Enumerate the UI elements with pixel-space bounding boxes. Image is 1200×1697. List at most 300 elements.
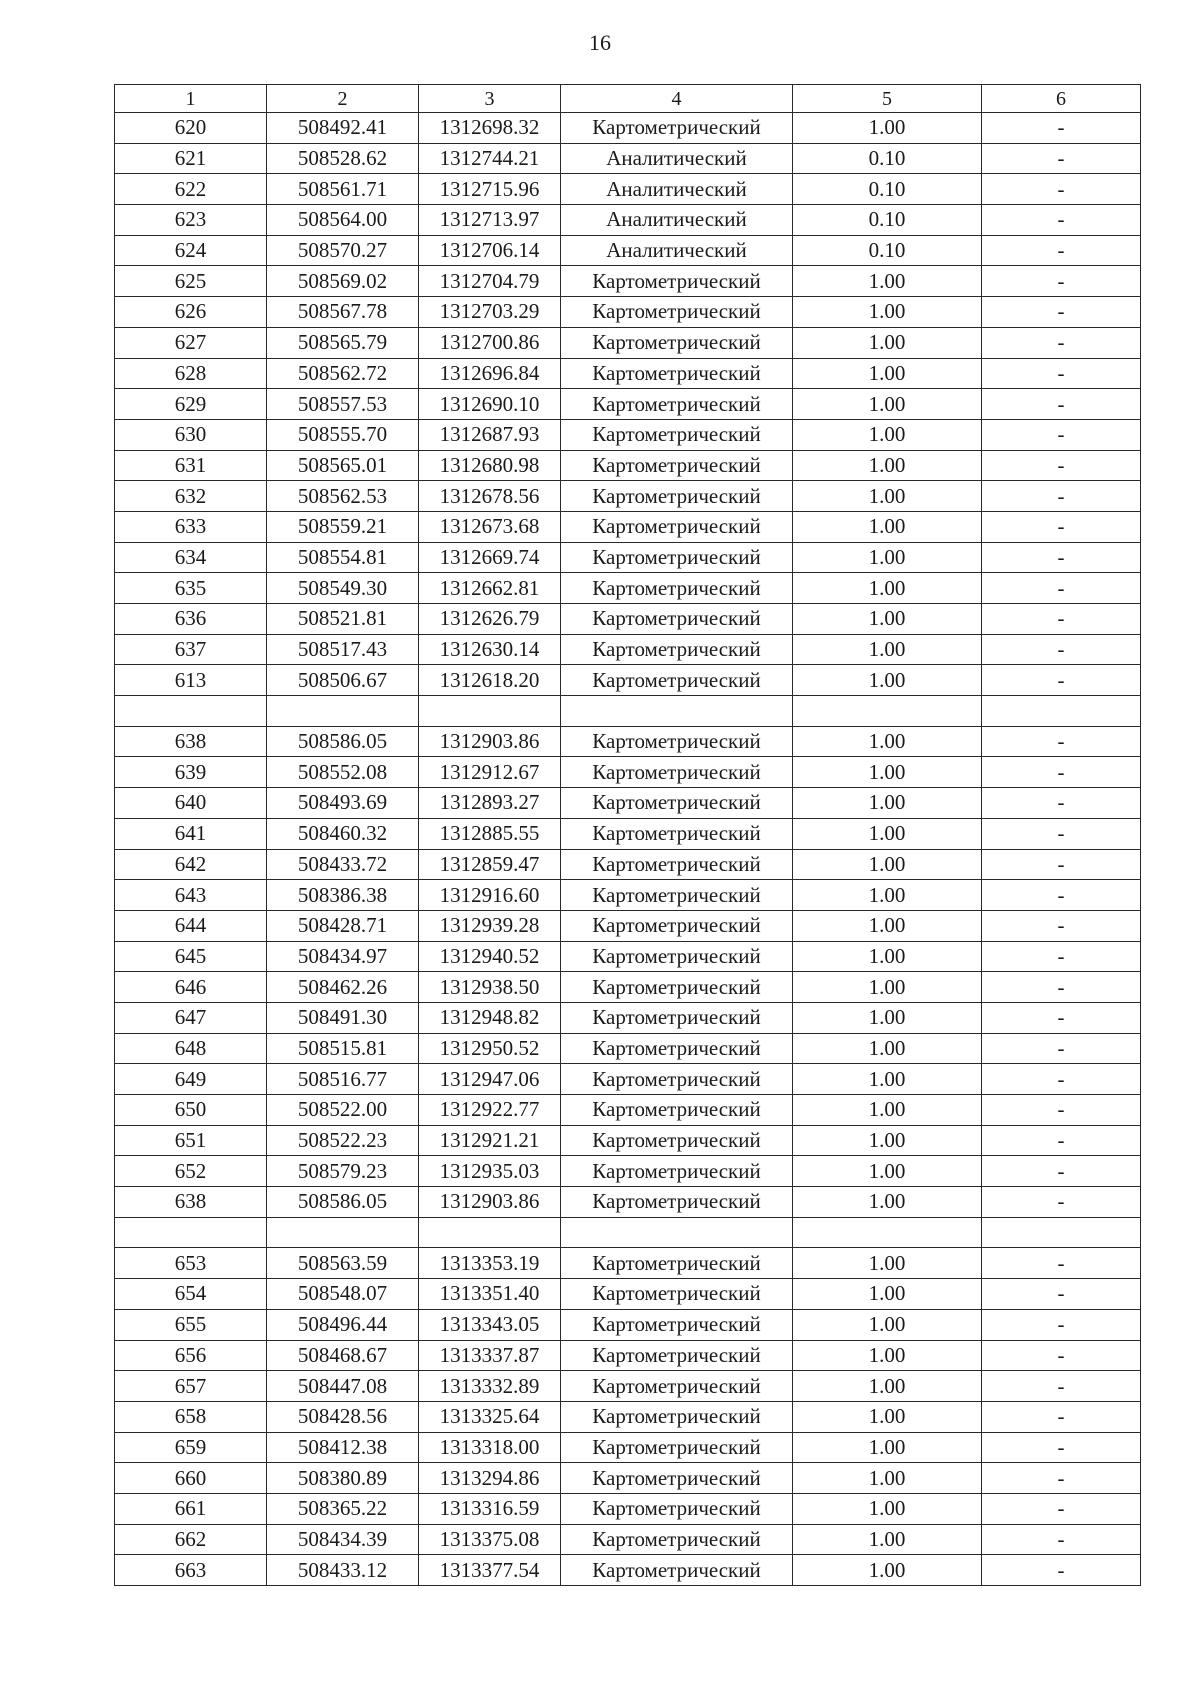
- y-coordinate-cell: 1312687.93: [419, 419, 561, 450]
- point-number-cell: 639: [115, 757, 267, 788]
- y-coordinate-cell: 1312939.28: [419, 910, 561, 941]
- table-row: [115, 1187, 1141, 1218]
- method-cell: [561, 1217, 793, 1248]
- accuracy-cell: 1.00: [793, 297, 982, 328]
- point-number-cell: 638: [115, 726, 267, 757]
- x-coordinate-cell: 508365.22: [267, 1493, 419, 1524]
- y-coordinate-cell: 1312938.50: [419, 972, 561, 1003]
- note-cell: -: [982, 419, 1141, 450]
- table-row: [115, 1095, 1141, 1126]
- table-row: [115, 174, 1141, 205]
- x-coordinate-cell: 508434.97: [267, 941, 419, 972]
- accuracy-cell: 0.10: [793, 143, 982, 174]
- x-coordinate-cell: 508562.72: [267, 358, 419, 389]
- table-row: [115, 1064, 1141, 1095]
- point-number-cell: 654: [115, 1279, 267, 1310]
- point-number-cell: 622: [115, 174, 267, 205]
- x-coordinate-cell: [267, 1217, 419, 1248]
- y-coordinate-cell: 1312715.96: [419, 174, 561, 205]
- method-cell: Картометрический: [561, 1371, 793, 1402]
- accuracy-cell: 1.00: [793, 1002, 982, 1033]
- note-cell: -: [982, 450, 1141, 481]
- note-cell: -: [982, 1432, 1141, 1463]
- method-cell: Картометрический: [561, 665, 793, 696]
- x-coordinate-cell: 508496.44: [267, 1309, 419, 1340]
- table-row: [115, 1002, 1141, 1033]
- method-cell: Картометрический: [561, 1401, 793, 1432]
- method-cell: Аналитический: [561, 205, 793, 236]
- accuracy-cell: 1.00: [793, 1432, 982, 1463]
- y-coordinate-cell: 1313332.89: [419, 1371, 561, 1402]
- table-row: [115, 604, 1141, 635]
- y-coordinate-cell: 1313316.59: [419, 1493, 561, 1524]
- y-coordinate-cell: 1312921.21: [419, 1125, 561, 1156]
- method-cell: Картометрический: [561, 511, 793, 542]
- point-number-cell: 635: [115, 573, 267, 604]
- accuracy-cell: 0.10: [793, 235, 982, 266]
- point-number-cell: 623: [115, 205, 267, 236]
- accuracy-cell: 1.00: [793, 1095, 982, 1126]
- x-coordinate-cell: 508386.38: [267, 880, 419, 911]
- y-coordinate-cell: 1312903.86: [419, 1187, 561, 1218]
- table-row: [115, 389, 1141, 420]
- method-cell: Картометрический: [561, 604, 793, 635]
- method-cell: Картометрический: [561, 1248, 793, 1279]
- y-coordinate-cell: 1312940.52: [419, 941, 561, 972]
- accuracy-cell: 1.00: [793, 1187, 982, 1218]
- method-cell: Картометрический: [561, 1064, 793, 1095]
- point-number-cell: 646: [115, 972, 267, 1003]
- note-cell: -: [982, 665, 1141, 696]
- x-coordinate-cell: 508506.67: [267, 665, 419, 696]
- point-number-cell: 651: [115, 1125, 267, 1156]
- method-cell: Картометрический: [561, 1002, 793, 1033]
- x-coordinate-cell: 508516.77: [267, 1064, 419, 1095]
- x-coordinate-cell: 508522.23: [267, 1125, 419, 1156]
- table-row: [115, 1033, 1141, 1064]
- y-coordinate-cell: 1312618.20: [419, 665, 561, 696]
- y-coordinate-cell: 1312626.79: [419, 604, 561, 635]
- note-cell: -: [982, 266, 1141, 297]
- note-cell: -: [982, 757, 1141, 788]
- note-cell: -: [982, 634, 1141, 665]
- y-coordinate-cell: 1312885.55: [419, 818, 561, 849]
- note-cell: -: [982, 143, 1141, 174]
- accuracy-cell: 1.00: [793, 1463, 982, 1494]
- note-cell: -: [982, 113, 1141, 144]
- accuracy-cell: 1.00: [793, 1279, 982, 1310]
- point-number-cell: 626: [115, 297, 267, 328]
- x-coordinate-cell: 508412.38: [267, 1432, 419, 1463]
- y-coordinate-cell: [419, 696, 561, 727]
- method-cell: Картометрический: [561, 1555, 793, 1586]
- point-number-cell: 634: [115, 542, 267, 573]
- method-cell: Аналитический: [561, 143, 793, 174]
- y-coordinate-cell: 1313351.40: [419, 1279, 561, 1310]
- accuracy-cell: 1.00: [793, 941, 982, 972]
- note-cell: -: [982, 1555, 1141, 1586]
- note-cell: -: [982, 726, 1141, 757]
- note-cell: -: [982, 1279, 1141, 1310]
- column-header: 2: [267, 85, 419, 113]
- point-number-cell: 642: [115, 849, 267, 880]
- table-row: [115, 1248, 1141, 1279]
- accuracy-cell: 1.00: [793, 327, 982, 358]
- note-cell: -: [982, 1401, 1141, 1432]
- method-cell: Картометрический: [561, 113, 793, 144]
- table-row: [115, 450, 1141, 481]
- note-cell: -: [982, 511, 1141, 542]
- note-cell: -: [982, 205, 1141, 236]
- accuracy-cell: 1.00: [793, 849, 982, 880]
- table-row: [115, 1401, 1141, 1432]
- table-row: [115, 205, 1141, 236]
- note-cell: -: [982, 1463, 1141, 1494]
- accuracy-cell: 1.00: [793, 266, 982, 297]
- note-cell: -: [982, 1125, 1141, 1156]
- method-cell: Картометрический: [561, 1095, 793, 1126]
- method-cell: Картометрический: [561, 266, 793, 297]
- x-coordinate-cell: 508528.62: [267, 143, 419, 174]
- y-coordinate-cell: 1312673.68: [419, 511, 561, 542]
- x-coordinate-cell: 508586.05: [267, 1187, 419, 1218]
- note-cell: -: [982, 604, 1141, 635]
- y-coordinate-cell: 1313294.86: [419, 1463, 561, 1494]
- point-number-cell: 624: [115, 235, 267, 266]
- note-cell: [982, 696, 1141, 727]
- x-coordinate-cell: 508433.12: [267, 1555, 419, 1586]
- y-coordinate-cell: 1312669.74: [419, 542, 561, 573]
- method-cell: Картометрический: [561, 972, 793, 1003]
- method-cell: Картометрический: [561, 849, 793, 880]
- accuracy-cell: 1.00: [793, 1555, 982, 1586]
- accuracy-cell: 1.00: [793, 1309, 982, 1340]
- accuracy-cell: 1.00: [793, 757, 982, 788]
- accuracy-cell: [793, 1217, 982, 1248]
- accuracy-cell: 1.00: [793, 634, 982, 665]
- accuracy-cell: 1.00: [793, 573, 982, 604]
- x-coordinate-cell: 508433.72: [267, 849, 419, 880]
- method-cell: Картометрический: [561, 1493, 793, 1524]
- note-cell: -: [982, 1493, 1141, 1524]
- y-coordinate-cell: 1312706.14: [419, 235, 561, 266]
- y-coordinate-cell: [419, 1217, 561, 1248]
- x-coordinate-cell: 508434.39: [267, 1524, 419, 1555]
- point-number-cell: 652: [115, 1156, 267, 1187]
- point-number-cell: 627: [115, 327, 267, 358]
- x-coordinate-cell: 508515.81: [267, 1033, 419, 1064]
- y-coordinate-cell: 1312700.86: [419, 327, 561, 358]
- point-number-cell: 648: [115, 1033, 267, 1064]
- x-coordinate-cell: 508569.02: [267, 266, 419, 297]
- y-coordinate-cell: 1312630.14: [419, 634, 561, 665]
- y-coordinate-cell: 1312950.52: [419, 1033, 561, 1064]
- point-number-cell: 653: [115, 1248, 267, 1279]
- table-row: [115, 849, 1141, 880]
- method-cell: Картометрический: [561, 1432, 793, 1463]
- table-row: [115, 972, 1141, 1003]
- accuracy-cell: 1.00: [793, 1524, 982, 1555]
- point-number-cell: 613: [115, 665, 267, 696]
- point-number-cell: 633: [115, 511, 267, 542]
- method-cell: Картометрический: [561, 297, 793, 328]
- column-header: 1: [115, 85, 267, 113]
- method-cell: Картометрический: [561, 1033, 793, 1064]
- x-coordinate-cell: [267, 696, 419, 727]
- contour-separator-row: [115, 1217, 1141, 1248]
- table-row: [115, 327, 1141, 358]
- y-coordinate-cell: 1313353.19: [419, 1248, 561, 1279]
- x-coordinate-cell: 508561.71: [267, 174, 419, 205]
- y-coordinate-cell: 1313343.05: [419, 1309, 561, 1340]
- y-coordinate-cell: 1312922.77: [419, 1095, 561, 1126]
- x-coordinate-cell: 508521.81: [267, 604, 419, 635]
- y-coordinate-cell: 1313377.54: [419, 1555, 561, 1586]
- accuracy-cell: 1.00: [793, 972, 982, 1003]
- x-coordinate-cell: 508562.53: [267, 481, 419, 512]
- note-cell: -: [982, 481, 1141, 512]
- method-cell: Картометрический: [561, 634, 793, 665]
- y-coordinate-cell: 1313337.87: [419, 1340, 561, 1371]
- method-cell: Картометрический: [561, 1279, 793, 1310]
- x-coordinate-cell: 508554.81: [267, 542, 419, 573]
- note-cell: -: [982, 389, 1141, 420]
- y-coordinate-cell: 1312948.82: [419, 1002, 561, 1033]
- page-number: 16: [589, 30, 611, 55]
- table-header-row: [115, 85, 1141, 113]
- x-coordinate-cell: 508555.70: [267, 419, 419, 450]
- y-coordinate-cell: 1312916.60: [419, 880, 561, 911]
- x-coordinate-cell: 508559.21: [267, 511, 419, 542]
- point-number-cell: 659: [115, 1432, 267, 1463]
- y-coordinate-cell: 1312947.06: [419, 1064, 561, 1095]
- note-cell: -: [982, 1095, 1141, 1126]
- x-coordinate-cell: 508564.00: [267, 205, 419, 236]
- accuracy-cell: 0.10: [793, 205, 982, 236]
- accuracy-cell: 1.00: [793, 910, 982, 941]
- table-row: [115, 511, 1141, 542]
- x-coordinate-cell: 508491.30: [267, 1002, 419, 1033]
- note-cell: -: [982, 235, 1141, 266]
- note-cell: -: [982, 1524, 1141, 1555]
- accuracy-cell: 1.00: [793, 1125, 982, 1156]
- column-header: 4: [561, 85, 793, 113]
- point-number-cell: [115, 1217, 267, 1248]
- note-cell: -: [982, 1002, 1141, 1033]
- accuracy-cell: 1.00: [793, 389, 982, 420]
- table-row: [115, 726, 1141, 757]
- table-row: [115, 1493, 1141, 1524]
- table-row: [115, 143, 1141, 174]
- note-cell: -: [982, 1309, 1141, 1340]
- note-cell: -: [982, 174, 1141, 205]
- method-cell: Картометрический: [561, 573, 793, 604]
- point-number-cell: 661: [115, 1493, 267, 1524]
- method-cell: Аналитический: [561, 174, 793, 205]
- y-coordinate-cell: 1312698.32: [419, 113, 561, 144]
- x-coordinate-cell: 508567.78: [267, 297, 419, 328]
- note-cell: -: [982, 818, 1141, 849]
- note-cell: -: [982, 358, 1141, 389]
- table-row: [115, 1340, 1141, 1371]
- method-cell: Картометрический: [561, 1340, 793, 1371]
- y-coordinate-cell: 1312912.67: [419, 757, 561, 788]
- point-number-cell: [115, 696, 267, 727]
- point-number-cell: 640: [115, 788, 267, 819]
- note-cell: -: [982, 1187, 1141, 1218]
- y-coordinate-cell: 1312696.84: [419, 358, 561, 389]
- x-coordinate-cell: 508380.89: [267, 1463, 419, 1494]
- y-coordinate-cell: 1312678.56: [419, 481, 561, 512]
- table-row: [115, 1125, 1141, 1156]
- y-coordinate-cell: 1313375.08: [419, 1524, 561, 1555]
- method-cell: Картометрический: [561, 910, 793, 941]
- method-cell: Картометрический: [561, 1463, 793, 1494]
- point-number-cell: 647: [115, 1002, 267, 1033]
- note-cell: -: [982, 972, 1141, 1003]
- y-coordinate-cell: 1313325.64: [419, 1401, 561, 1432]
- x-coordinate-cell: 508579.23: [267, 1156, 419, 1187]
- method-cell: Картометрический: [561, 941, 793, 972]
- method-cell: Картометрический: [561, 1156, 793, 1187]
- table-row: [115, 113, 1141, 144]
- column-header: 6: [982, 85, 1141, 113]
- method-cell: Картометрический: [561, 757, 793, 788]
- point-number-cell: 657: [115, 1371, 267, 1402]
- note-cell: -: [982, 1156, 1141, 1187]
- accuracy-cell: 1.00: [793, 419, 982, 450]
- point-number-cell: 628: [115, 358, 267, 389]
- accuracy-cell: 1.00: [793, 1401, 982, 1432]
- point-number-cell: 625: [115, 266, 267, 297]
- table-row: [115, 266, 1141, 297]
- x-coordinate-cell: 508586.05: [267, 726, 419, 757]
- table-row: [115, 235, 1141, 266]
- point-number-cell: 663: [115, 1555, 267, 1586]
- note-cell: -: [982, 880, 1141, 911]
- method-cell: Картометрический: [561, 327, 793, 358]
- note-cell: -: [982, 297, 1141, 328]
- x-coordinate-cell: 508447.08: [267, 1371, 419, 1402]
- x-coordinate-cell: 508552.08: [267, 757, 419, 788]
- x-coordinate-cell: 508428.56: [267, 1401, 419, 1432]
- table-row: [115, 358, 1141, 389]
- accuracy-cell: 1.00: [793, 511, 982, 542]
- note-cell: -: [982, 1033, 1141, 1064]
- accuracy-cell: 1.00: [793, 481, 982, 512]
- point-number-cell: 655: [115, 1309, 267, 1340]
- point-number-cell: 656: [115, 1340, 267, 1371]
- note-cell: -: [982, 910, 1141, 941]
- y-coordinate-cell: 1312935.03: [419, 1156, 561, 1187]
- y-coordinate-cell: 1312744.21: [419, 143, 561, 174]
- x-coordinate-cell: 508548.07: [267, 1279, 419, 1310]
- method-cell: Аналитический: [561, 235, 793, 266]
- table-row: [115, 297, 1141, 328]
- method-cell: Картометрический: [561, 1125, 793, 1156]
- accuracy-cell: 1.00: [793, 1064, 982, 1095]
- column-header: 3: [419, 85, 561, 113]
- note-cell: [982, 1217, 1141, 1248]
- y-coordinate-cell: 1312703.29: [419, 297, 561, 328]
- point-number-cell: 660: [115, 1463, 267, 1494]
- note-cell: -: [982, 1340, 1141, 1371]
- note-cell: -: [982, 542, 1141, 573]
- point-number-cell: 630: [115, 419, 267, 450]
- table-row: [115, 1371, 1141, 1402]
- y-coordinate-cell: 1312680.98: [419, 450, 561, 481]
- table-row: [115, 1555, 1141, 1586]
- method-cell: Картометрический: [561, 880, 793, 911]
- accuracy-cell: [793, 696, 982, 727]
- accuracy-cell: 1.00: [793, 665, 982, 696]
- point-number-cell: 658: [115, 1401, 267, 1432]
- table-row: [115, 818, 1141, 849]
- accuracy-cell: 1.00: [793, 1371, 982, 1402]
- note-cell: -: [982, 941, 1141, 972]
- note-cell: -: [982, 1371, 1141, 1402]
- method-cell: Картометрический: [561, 818, 793, 849]
- accuracy-cell: 1.00: [793, 1033, 982, 1064]
- accuracy-cell: 1.00: [793, 818, 982, 849]
- method-cell: Картометрический: [561, 542, 793, 573]
- table-row: [115, 634, 1141, 665]
- accuracy-cell: 1.00: [793, 604, 982, 635]
- table-row: [115, 1309, 1141, 1340]
- note-cell: -: [982, 1064, 1141, 1095]
- point-number-cell: 620: [115, 113, 267, 144]
- point-number-cell: 662: [115, 1524, 267, 1555]
- y-coordinate-cell: 1312903.86: [419, 726, 561, 757]
- point-number-cell: 644: [115, 910, 267, 941]
- accuracy-cell: 1.00: [793, 450, 982, 481]
- x-coordinate-cell: 508563.59: [267, 1248, 419, 1279]
- note-cell: -: [982, 573, 1141, 604]
- table-row: [115, 1432, 1141, 1463]
- accuracy-cell: 1.00: [793, 1248, 982, 1279]
- method-cell: Картометрический: [561, 1524, 793, 1555]
- method-cell: Картометрический: [561, 1187, 793, 1218]
- point-number-cell: 637: [115, 634, 267, 665]
- y-coordinate-cell: 1312704.79: [419, 266, 561, 297]
- y-coordinate-cell: 1312690.10: [419, 389, 561, 420]
- accuracy-cell: 1.00: [793, 726, 982, 757]
- method-cell: Картометрический: [561, 788, 793, 819]
- contour-separator-row: [115, 696, 1141, 727]
- accuracy-cell: 1.00: [793, 880, 982, 911]
- x-coordinate-cell: 508565.79: [267, 327, 419, 358]
- accuracy-cell: 1.00: [793, 1156, 982, 1187]
- table-row: [115, 665, 1141, 696]
- x-coordinate-cell: 508428.71: [267, 910, 419, 941]
- accuracy-cell: 1.00: [793, 358, 982, 389]
- table-row: [115, 880, 1141, 911]
- note-cell: -: [982, 788, 1141, 819]
- y-coordinate-cell: 1313318.00: [419, 1432, 561, 1463]
- x-coordinate-cell: 508517.43: [267, 634, 419, 665]
- point-number-cell: 643: [115, 880, 267, 911]
- method-cell: Картометрический: [561, 481, 793, 512]
- point-number-cell: 645: [115, 941, 267, 972]
- y-coordinate-cell: 1312713.97: [419, 205, 561, 236]
- x-coordinate-cell: 508492.41: [267, 113, 419, 144]
- table-row: [115, 1463, 1141, 1494]
- x-coordinate-cell: 508565.01: [267, 450, 419, 481]
- method-cell: Картометрический: [561, 358, 793, 389]
- method-cell: Картометрический: [561, 419, 793, 450]
- x-coordinate-cell: 508493.69: [267, 788, 419, 819]
- accuracy-cell: 1.00: [793, 542, 982, 573]
